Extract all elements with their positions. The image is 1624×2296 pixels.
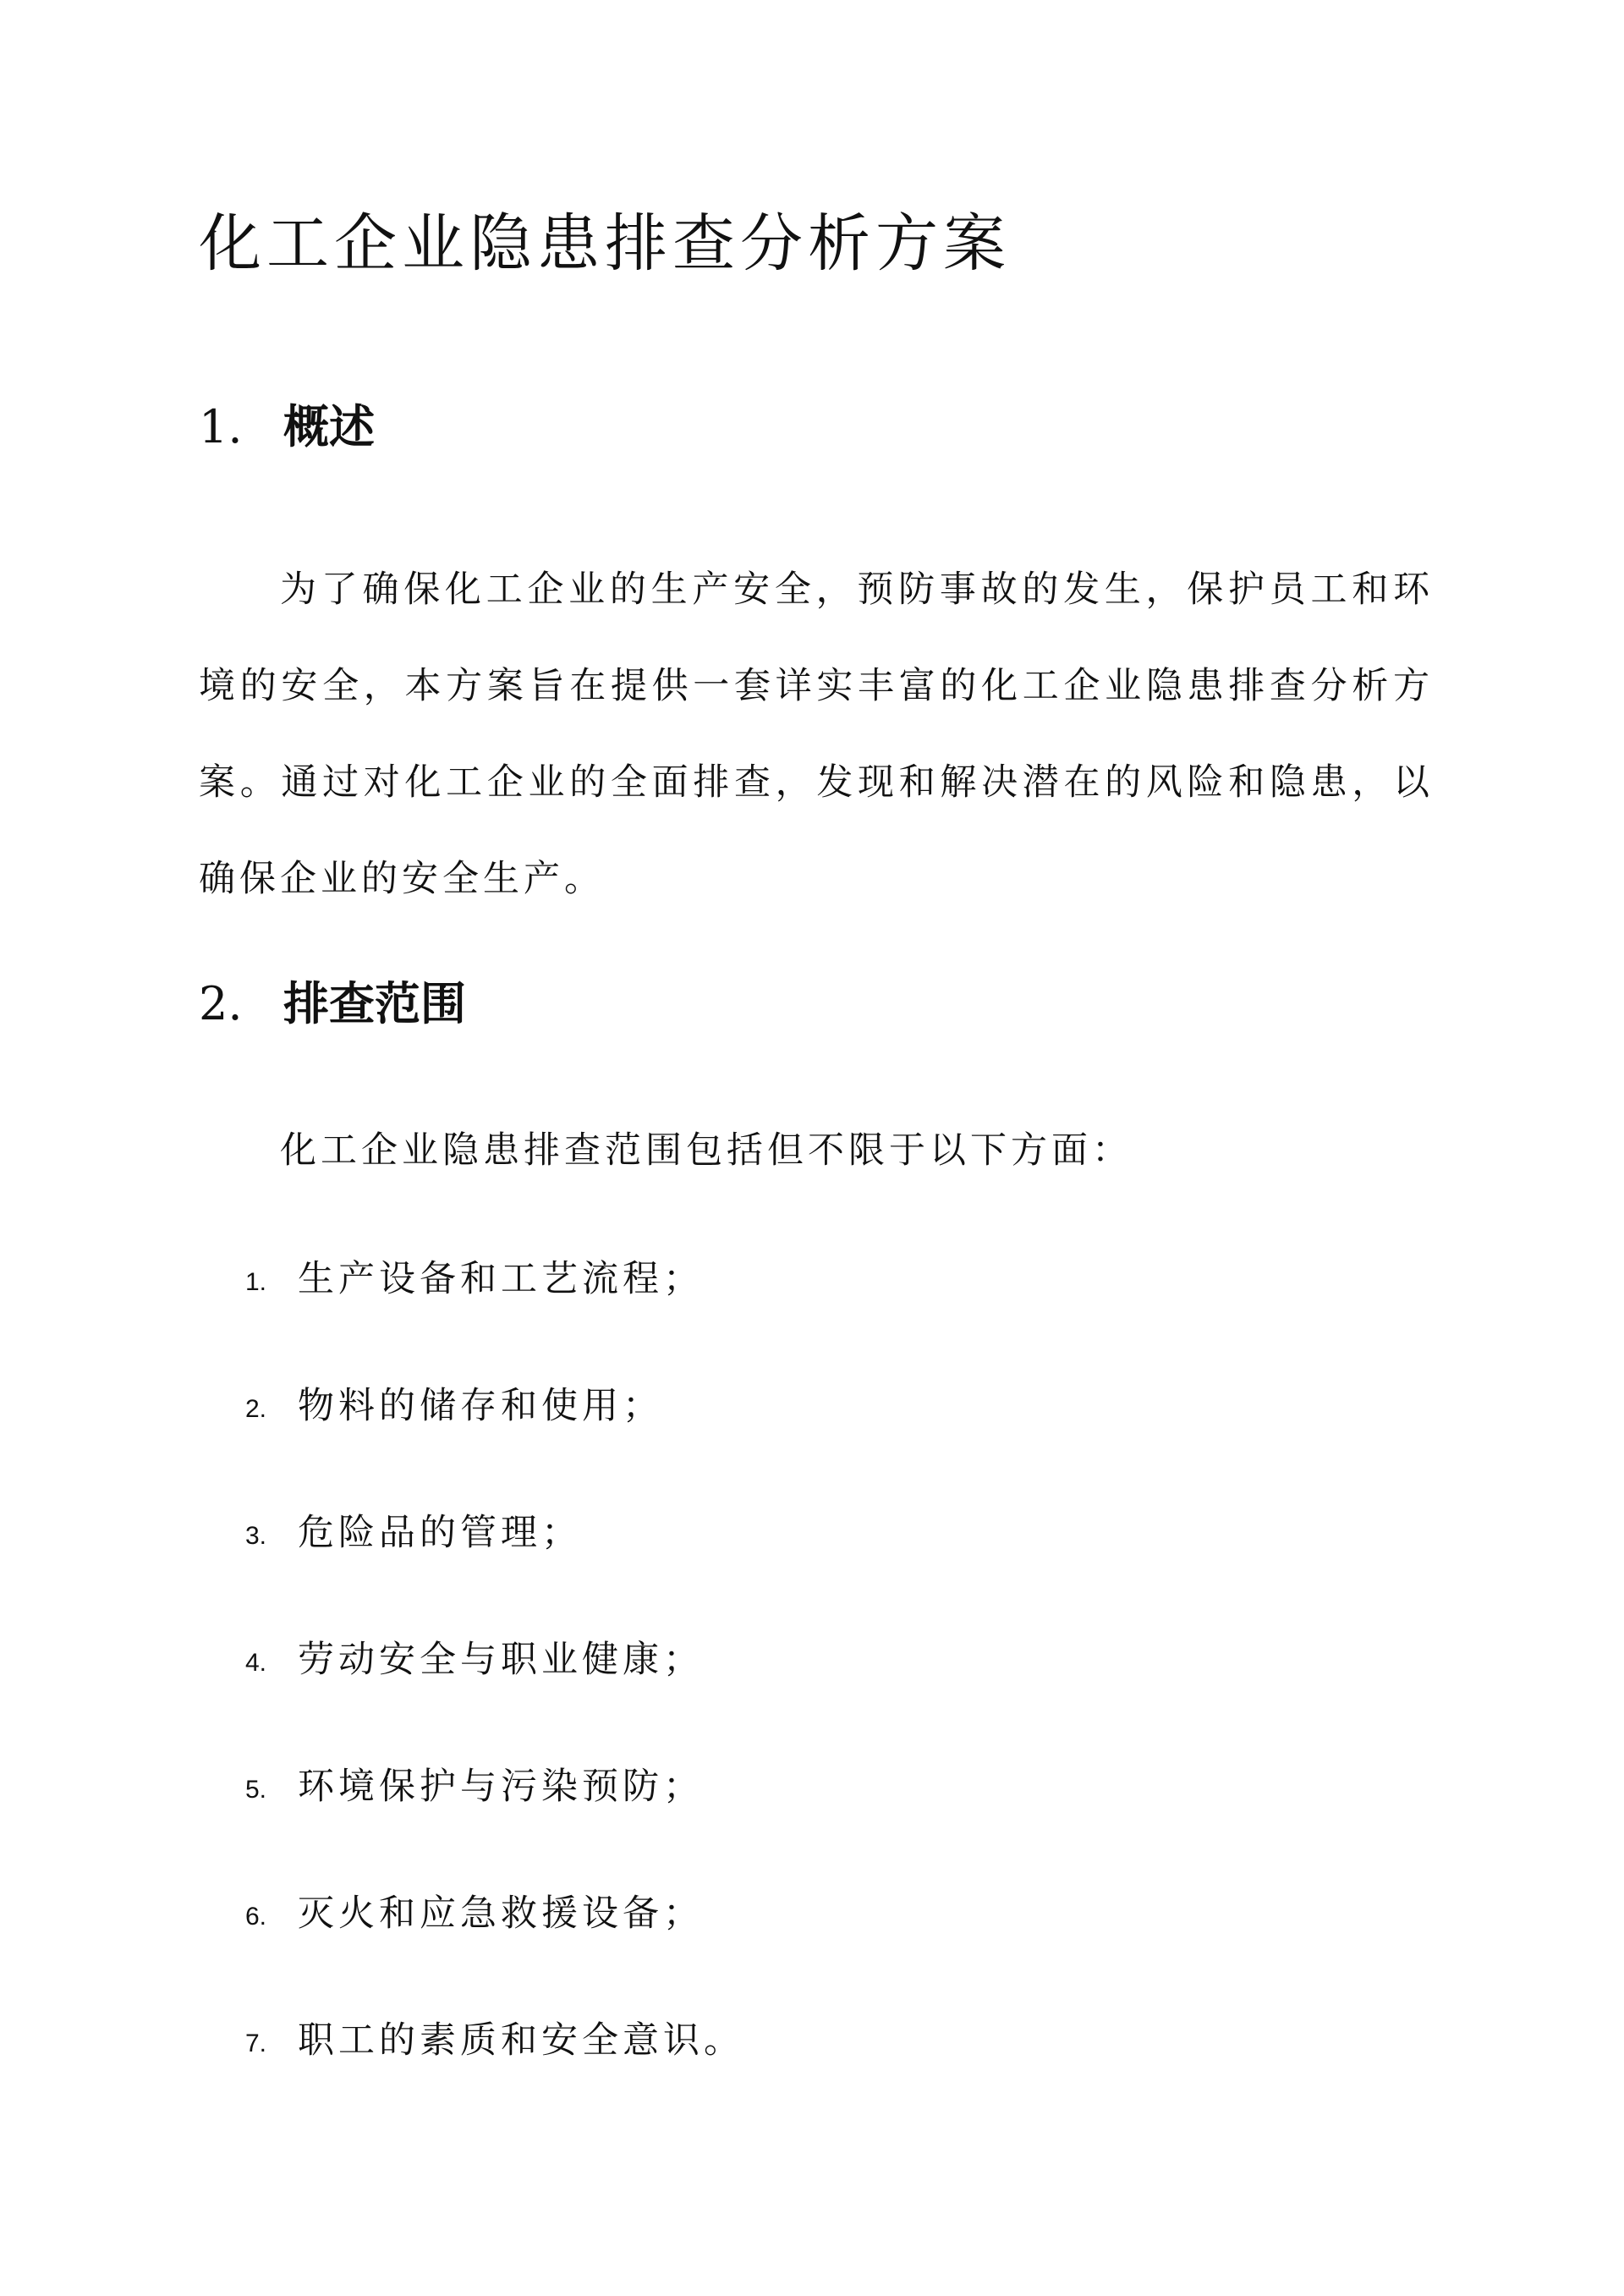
- section-title: 概述: [283, 400, 375, 453]
- list-marker: 1.: [245, 1268, 267, 1296]
- list-item: [245, 2015, 744, 2142]
- list-item-text: 灭火和应急救援设备；: [298, 1892, 704, 1935]
- list-marker: 6.: [245, 1903, 267, 1931]
- list-marker: 7.: [245, 2030, 267, 2057]
- list-item-text: 危险品的管理；: [298, 1512, 582, 1554]
- section-title: 排查范围: [283, 977, 466, 1030]
- section-number: 2.: [199, 977, 243, 1030]
- list-item: [245, 1381, 744, 1508]
- list-item: [245, 1508, 744, 1634]
- list-item: [245, 1634, 744, 1761]
- list-item-text: 职工的素质和安全意识。: [298, 2019, 744, 2062]
- scope-intro: 化工企业隐患排查范围包括但不限于以下方面：: [280, 1129, 1133, 1172]
- overview-paragraph: 为了确保化工企业的生产安全，预防事故的发生，保护员工和环境的安全，本方案旨在提供一套详实丰富的化工企业隐患排查分析方案。通过对化工企业的全面排查，发现和解决潜在的风险和隐患，以确保企业的安全生产。: [199, 569, 1434, 900]
- list-item: [245, 1761, 744, 1888]
- list-marker: 5.: [245, 1776, 267, 1804]
- list-item: [245, 1888, 744, 2015]
- scope-list: [245, 1254, 744, 2142]
- list-item-text: 生产设备和工艺流程；: [298, 1258, 704, 1300]
- list-marker: 4.: [245, 1649, 267, 1677]
- list-item-text: 物料的储存和使用；: [298, 1385, 663, 1427]
- list-item-text: 环境保护与污染预防；: [298, 1766, 704, 1808]
- section-number: 1.: [199, 400, 243, 453]
- list-marker: 3.: [245, 1522, 267, 1550]
- list-item-text: 劳动安全与职业健康；: [298, 1639, 704, 1681]
- list-marker: 2.: [245, 1395, 267, 1423]
- section-heading-overview: [199, 398, 375, 457]
- document-title: 化工企业隐患排查分析方案: [199, 207, 1011, 280]
- section-heading-scope: [199, 975, 466, 1034]
- list-item: [245, 1254, 744, 1381]
